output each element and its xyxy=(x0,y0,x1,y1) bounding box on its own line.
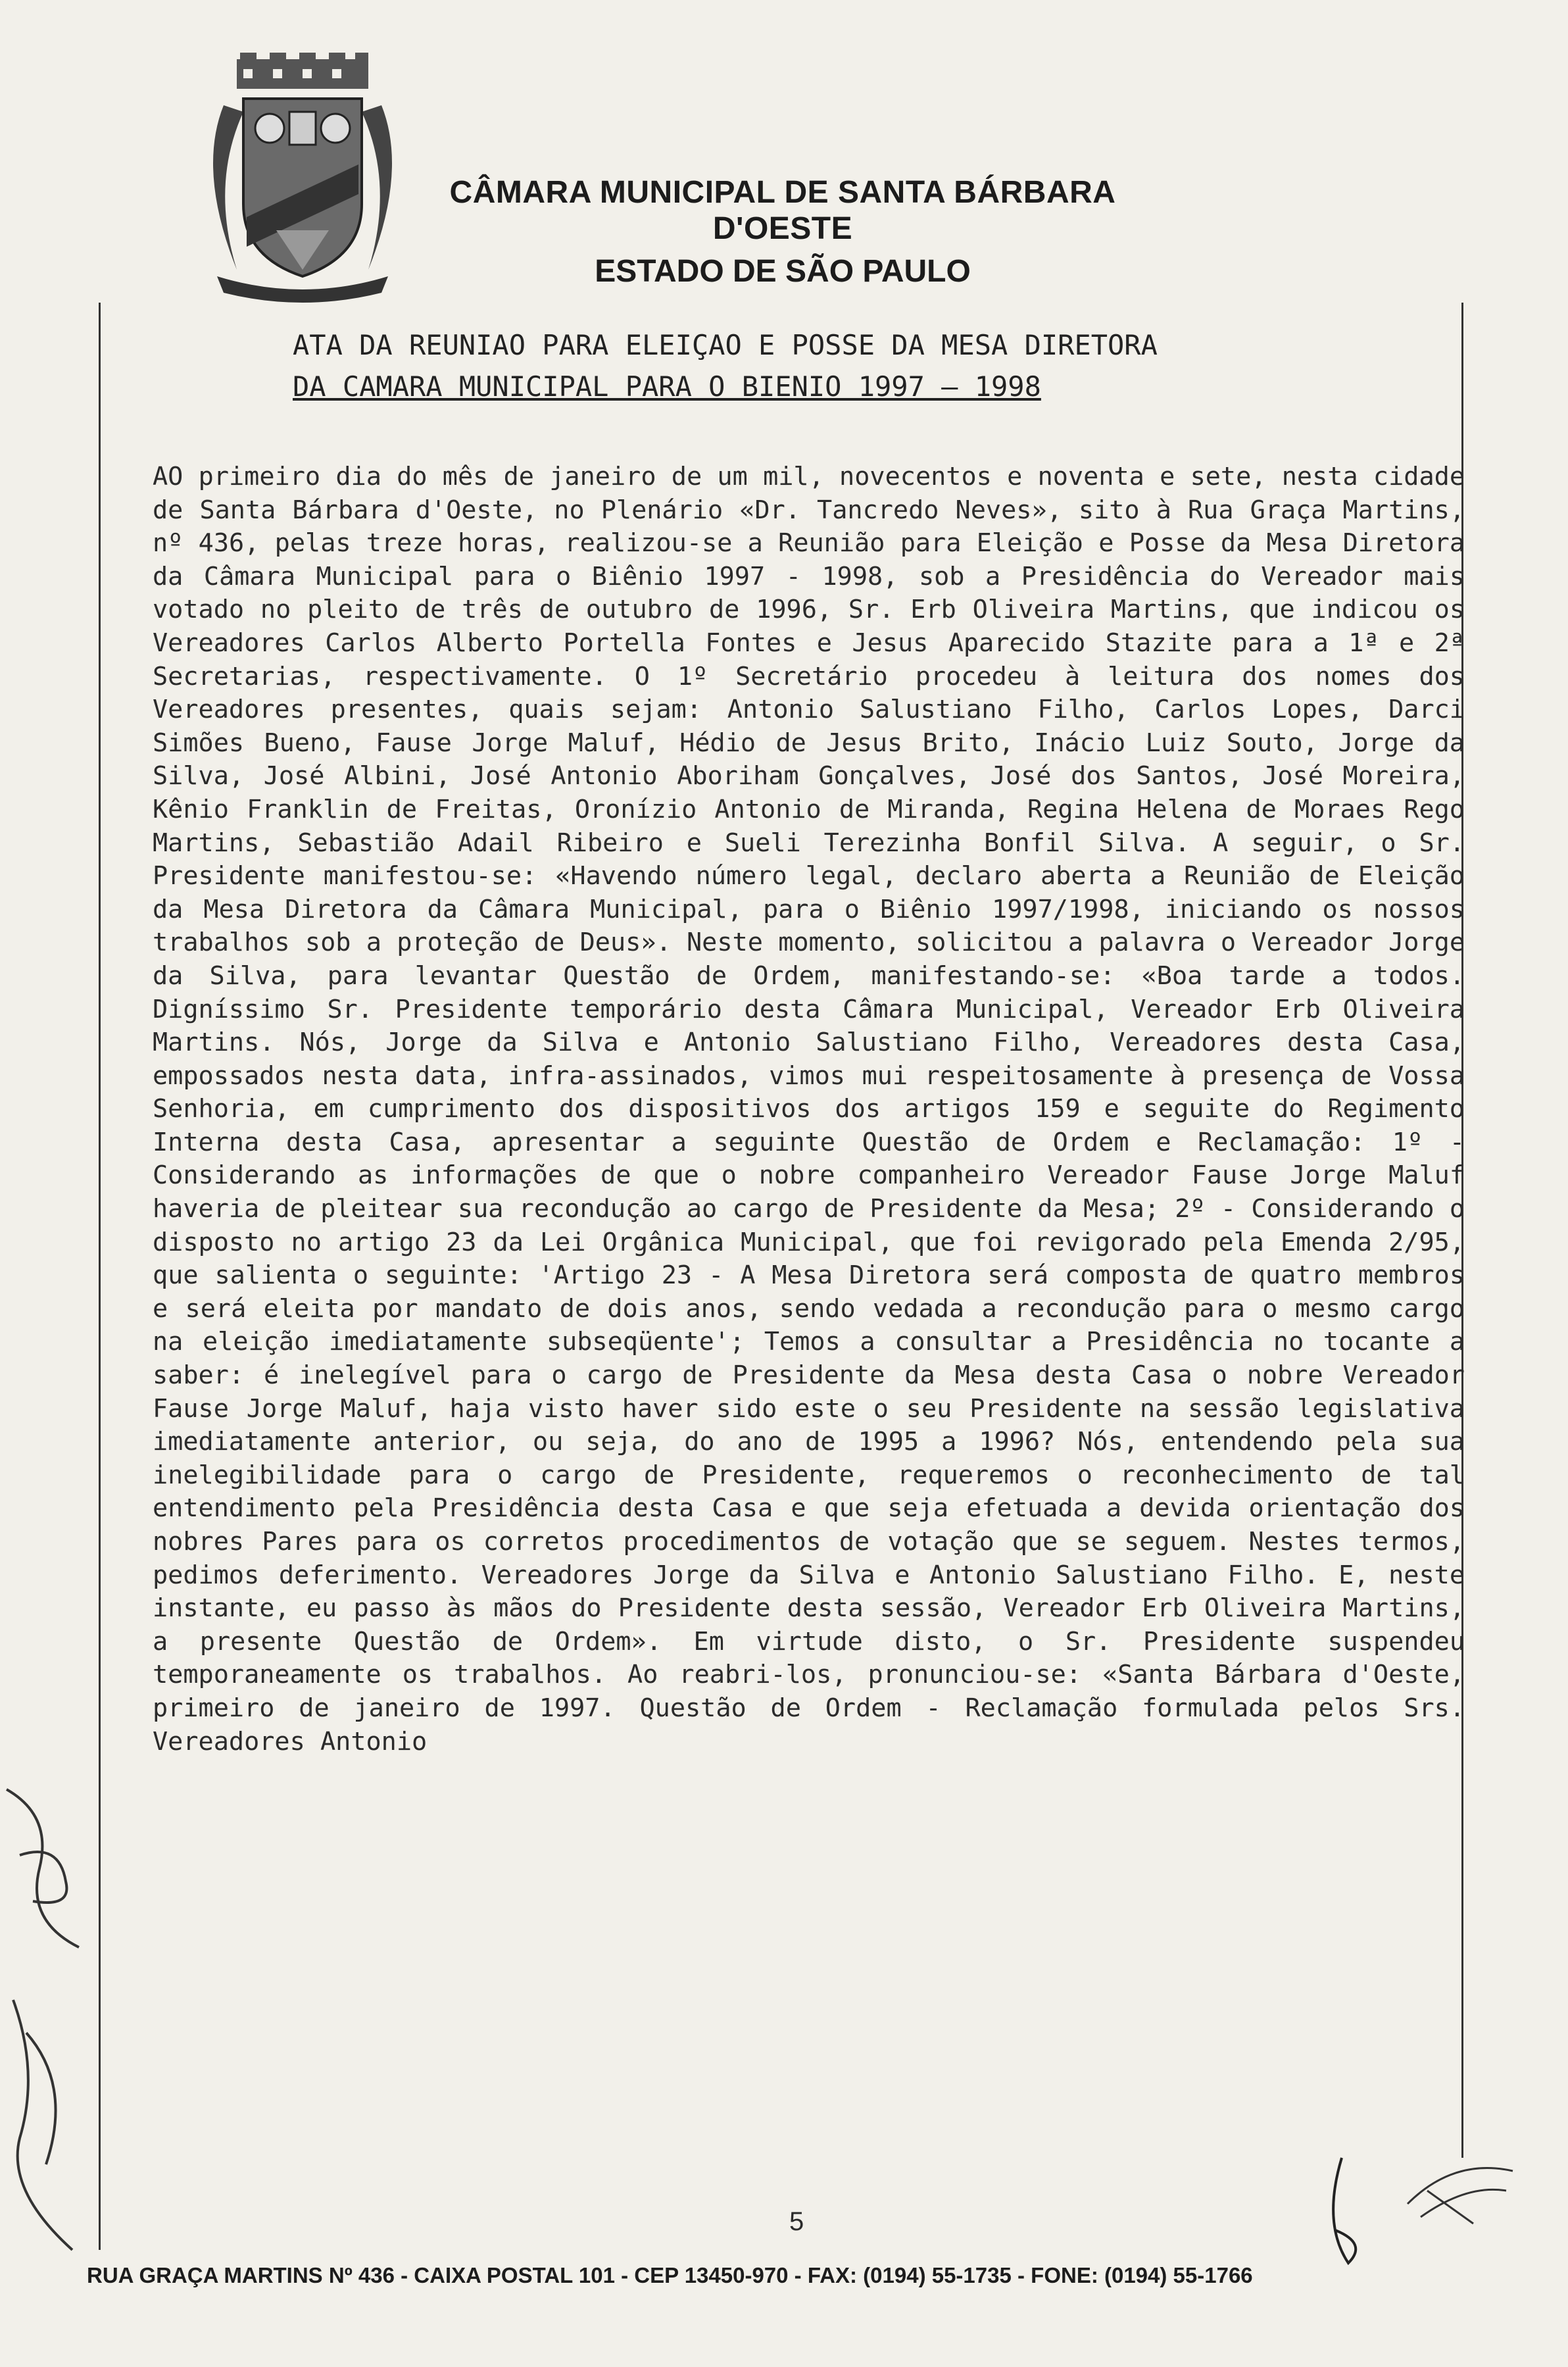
municipal-coat-of-arms xyxy=(197,53,408,303)
title-line-2: DA CAMARA MUNICIPAL PARA O BIENIO 1997 — 1998 xyxy=(293,370,1041,403)
title-line-1: ATA DA REUNIAO PARA ELEIÇAO E POSSE DA MESA DIRETORA xyxy=(293,329,1158,361)
document-title xyxy=(293,329,1411,403)
letterhead xyxy=(421,174,1144,289)
initials-signature xyxy=(1309,2145,1526,2276)
margin-signature-lower xyxy=(0,1993,99,2256)
minutes-body-text: AO primeiro dia do mês de janeiro de um mil, novecentos e noventa e sete, nesta cidade de Santa Bárbara d'Oeste, no Plenário «Dr. Tancredo Neves», sito à Rua Graça Martins, nº 436, pelas treze horas, realizou-se a Reunião para Eleição e Posse da Mesa Diretora da Câmara Municipal para o Biênio 1997 - 1998, sob a Presidência do Vereador mais votado no pleito de três de outubro de 1996, Sr. Erb Oliveira Martins, que indicou os Vereadores Carlos Alberto Portella Fontes e Jesus Aparecido Stazite para a 1ª e 2ª Secretarias, respectivamente. O 1º Secretário procedeu à leitura dos nomes dos Vereadores presentes, quais sejam: Antonio Salustiano Filho, Carlos Lopes, Darci Simões Bueno, Fause Jorge Maluf, Hédio de Jesus Brito, Inácio Luiz Souto, Jorge da Silva, José Albini, José Antonio Aboriham Gonçalves, José dos Santos, José Moreira, Kênio Franklin de Freitas, Oronízio Antonio de Miranda, Regina Helena de Moraes Rego Martins, Sebastião Adail Ribeiro e Sueli Terezinha Bonfil Silva. A seguir, o Sr. Presidente manifestou-se: «Havendo número legal, declaro aberta a Reunião de Eleição da Mesa Diretora da Câmara Municipal, para o Biênio 1997/1998, iniciando os nossos trabalhos sob a proteção de Deus». Neste momento, solicitou a palavra o Vereador Jorge da Silva, para levantar Questão de Ordem, manifestando-se: «Boa tarde a todos. Digníssimo Sr. Presidente temporário desta Câmara Municipal, Vereador Erb Oliveira Martins. Nós, Jorge da Silva e Antonio Salustiano Filho, Vereadores desta Casa, empossados nesta data, infra-assinados, vimos mui respeitosamente à presença de Vossa Senhoria, em cumprimento dos dispositivos dos artigos 159 e seguite do Regimento Interna desta Casa, apresentar a seguinte Questão de Ordem e Reclamação: 1º - Considerando as informações de que o nobre companheiro Vereador Fause Jorge Maluf haveria de pleitear sua recondução ao cargo de Presidente da Mesa; 2º - Considerando o disposto no artigo 23 da Lei Orgânica Municipal, que foi revigorado pela Emenda 2/95, que salienta o seguinte: 'Artigo 23 - A Mesa Diretora será composta de quatro membros e será eleita por mandato de dois anos, sendo vedada a recondução para o mesmo cargo na eleição imediatamente subseqüente'; Temos a consultar a Presidência no tocante a saber: é inelegível para o cargo de Presidente da Mesa desta Casa o nobre Vereador Fause Jorge Maluf, haja visto haver sido este o seu Presidente na sessão legislativa imediatamente anterior, ou seja, do ano de 1995 a 1996? Nós, entendendo pela sua inelegibilidade para o cargo de Presidente, requeremos o reconhecimento de tal entendimento pela Presidência desta Casa e que seja efetuada a devida orientação dos nobres Pares para os corretos procedimentos de votação que se seguem. Nestes termos, pedimos deferimento. Vereadores Jorge da Silva e Antonio Salustiano Filho. E, neste instante, eu passo às mãos do Presidente desta sessão, Vereador Erb Oliveira Martins, a presente Questão de Ordem». Em virtude disto, o Sr. Presidente suspendeu temporaneamente os trabalhos. Ao reabri-los, pronunciou-se: «Santa Bárbara d'Oeste, primeiro de janeiro de 1997. Questão de Ordem - Reclamação formulada pelos Srs. Vereadores Antonio xyxy=(153,462,1465,1757)
margin-signature-upper xyxy=(0,1776,99,1987)
state-name: ESTADO DE SÃO PAULO xyxy=(595,254,971,289)
page-number: 5 xyxy=(789,2207,804,2236)
left-margin-rule xyxy=(99,303,101,2250)
institution-name: CÂMARA MUNICIPAL DE SANTA BÁRBARA D'OESTE xyxy=(449,175,1116,246)
footer-address: RUA GRAÇA MARTINS Nº 436 - CAIXA POSTAL 101 - CEP 13450-970 - FAX: (0194) 55-1735 - FONE: (0194) 55-1766 xyxy=(87,2263,1253,2287)
